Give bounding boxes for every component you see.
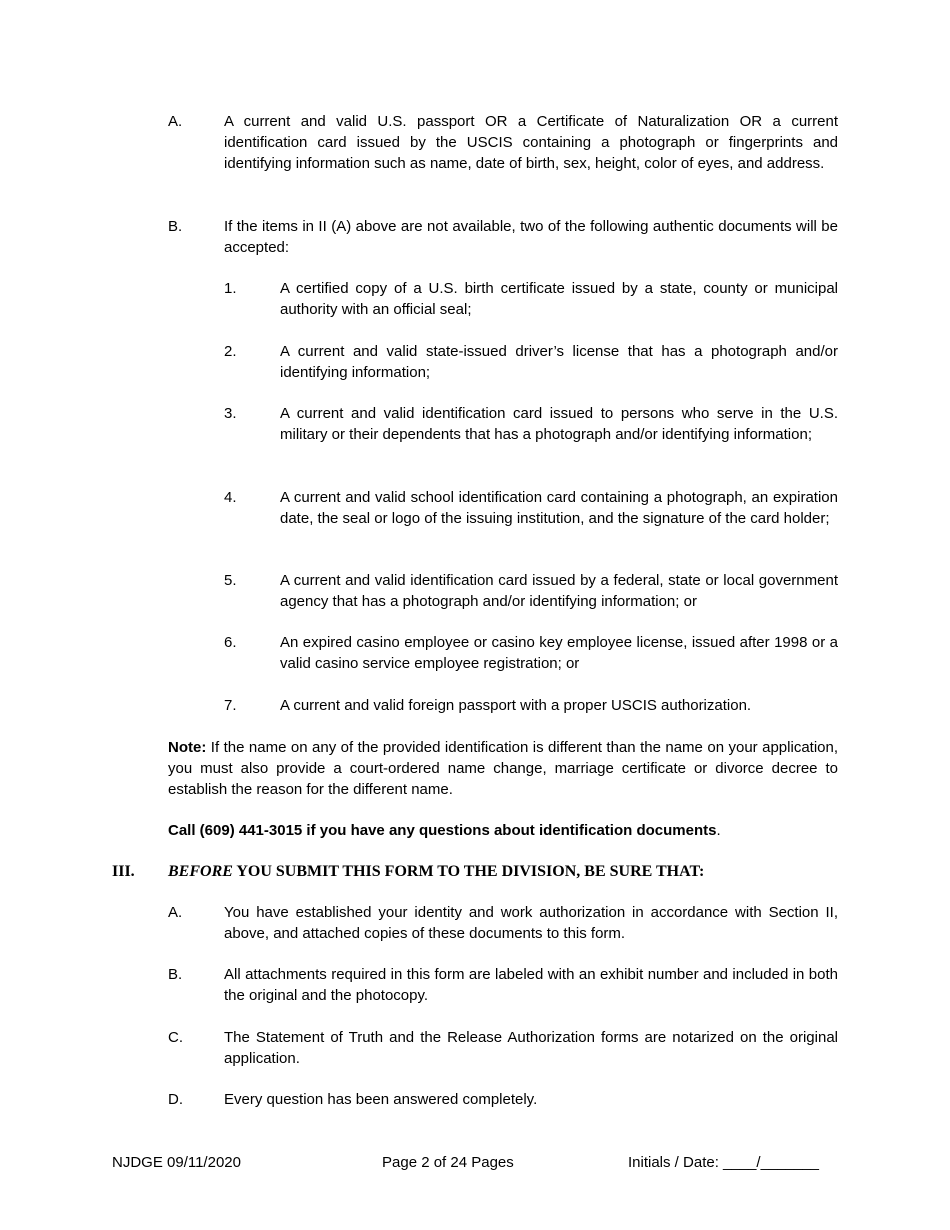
sub-item-text: A current and valid foreign passport with a proper USCIS authorization. <box>280 697 752 714</box>
section-title <box>168 861 704 882</box>
sub-item-label: 5. <box>224 572 237 589</box>
footer-initials-date: Initials / Date: ____/_______ <box>628 1154 819 1171</box>
item-text: A current and valid U.S. passport OR a Certificate of Naturalization OR a current identification card issued by the USCIS containing a photograph or fingerprints and identifying information such as name, date of birth, sex, height, color of eyes, and address. <box>224 113 838 172</box>
item-label: A. <box>168 904 183 921</box>
item-text: The Statement of Truth and the Release Authorization forms are notarized on the original application. <box>224 1029 838 1067</box>
section-title-emphasis: BEFORE <box>168 863 233 880</box>
section-title-rest: YOU SUBMIT THIS FORM TO THE DIVISION, BE SURE THAT: <box>232 863 705 880</box>
footer-form-id: NJDGE 09/11/2020 <box>112 1154 241 1171</box>
sub-item-label: 3. <box>224 405 237 422</box>
sub-item-text: A current and valid identification card issued to persons who serve in the U.S. military or their dependents that has a photograph and/or identifying information; <box>280 405 838 443</box>
item-text: Every question has been answered completely. <box>224 1091 538 1108</box>
item-label: A. <box>168 113 183 130</box>
item-label: C. <box>168 1029 183 1046</box>
sub-item-label: 4. <box>224 489 237 506</box>
call-text: Call (609) 441-3015 if you have any questions about identification documents <box>168 822 717 839</box>
sub-item-label: 7. <box>224 697 237 714</box>
footer-page-number: Page 2 of 24 Pages <box>382 1154 514 1171</box>
note-label: Note: <box>168 739 207 756</box>
call-paragraph <box>168 820 838 841</box>
sub-item-label: 1. <box>224 280 237 297</box>
sub-item-text: A certified copy of a U.S. birth certificate issued by a state, county or municipal authority with an official seal; <box>280 280 838 318</box>
item-label: B. <box>168 966 183 983</box>
item-text: If the items in II (A) above are not available, two of the following authentic documents will be accepted: <box>224 218 838 256</box>
call-period: . <box>716 822 721 839</box>
item-text: You have established your identity and work authorization in accordance with Section II, above, and attached copies of these documents to this form. <box>224 904 838 942</box>
item-label: B. <box>168 218 183 235</box>
sub-item-label: 6. <box>224 634 237 651</box>
item-text: All attachments required in this form are labeled with an exhibit number and included in both the original and the photocopy. <box>224 966 838 1004</box>
note-text: If the name on any of the provided identification is different than the name on your application, you must also provide a court-ordered name change, marriage certificate or divorce decree to establish the reason for the different name. <box>168 739 839 798</box>
sub-item-text: A current and valid identification card issued by a federal, state or local government agency that has a photograph and/or identifying information; or <box>280 572 838 610</box>
item-label: D. <box>168 1091 183 1108</box>
section-number: III. <box>112 863 135 880</box>
note-paragraph <box>168 737 838 800</box>
sub-item-text: A current and valid school identification card containing a photograph, an expiration date, the seal or logo of the issuing institution, and the signature of the card holder; <box>280 489 838 527</box>
sub-item-text: An expired casino employee or casino key employee license, issued after 1998 or a valid casino service employee registration; or <box>280 634 838 672</box>
sub-item-text: A current and valid state-issued driver’s license that has a photograph and/or identifying information; <box>280 343 838 381</box>
sub-item-label: 2. <box>224 343 237 360</box>
